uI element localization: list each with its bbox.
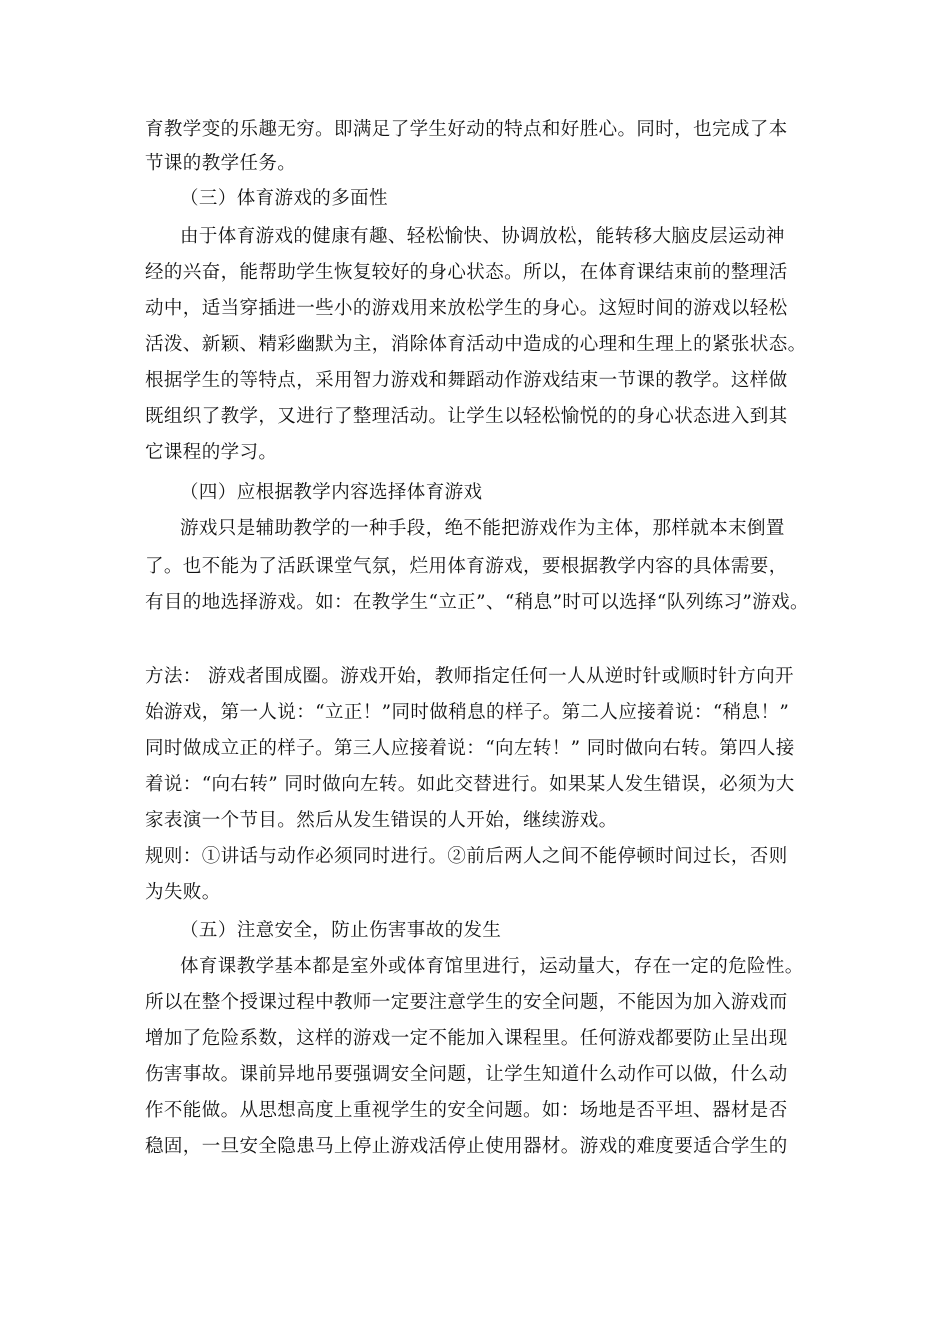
method-line: 方法： 游戏者围成圈。游戏开始，教师指定任何一人从逆时针或顺时针方向开 <box>145 666 794 687</box>
method-line: 始游戏，第一人说：“立正！”同时做稍息的样子。第二人应接着说：“稍息！” <box>145 702 790 723</box>
paragraph-line: 作不能做。从思想高度上重视学生的安全问题。如：场地是否平坦、器材是否 <box>145 1100 788 1121</box>
paragraph-line: 动中，适当穿插进一些小的游戏用来放松学生的身心。这短时间的游戏以轻松 <box>145 298 788 319</box>
paragraph-line: 游戏只是辅助教学的一种手段，绝不能把游戏作为主体，那样就本末倒置 <box>180 518 785 539</box>
paragraph-line: 育教学变的乐趣无穷。即满足了学生好动的特点和好胜心。同时，也完成了本 <box>145 119 788 140</box>
paragraph-line: 既组织了教学，又进行了整理活动。让学生以轻松愉悦的的身心状态进入到其 <box>145 406 788 427</box>
section-heading: （三）体育游戏的多面性 <box>180 188 388 209</box>
paragraph-line: 根据学生的等特点，采用智力游戏和舞蹈动作游戏结束一节课的教学。这样做 <box>145 370 788 391</box>
paragraph-line: 所以在整个授课过程中教师一定要注意学生的安全问题，不能因为加入游戏而 <box>145 992 788 1013</box>
paragraph-line: 节课的教学任务。 <box>145 153 297 174</box>
paragraph-line: 活泼、新颖、精彩幽默为主，消除体育活动中造成的心理和生理上的紧张状态。 <box>145 334 807 355</box>
paragraph-line: 稳固，一旦安全隐患马上停止游戏活停止使用器材。游戏的难度要适合学生的 <box>145 1136 788 1157</box>
paragraph-line: 由于体育游戏的健康有趣、轻松愉快、协调放松，能转移大脑皮层运动神 <box>180 226 785 247</box>
method-line: 着说：“向右转” 同时做向左转。如此交替进行。如果某人发生错误，必须为大 <box>145 774 795 795</box>
paragraph-line: 经的兴奋，能帮助学生恢复较好的身心状态。所以，在体育课结束前的整理活 <box>145 262 788 283</box>
paragraph-line: 了。也不能为了活跃课堂气氛，烂用体育游戏，要根据教学内容的具体需要， <box>145 556 788 577</box>
paragraph-line: 有目的地选择游戏。如：在教学生“立正”、“稍息”时可以选择“队列练习”游戏。 <box>145 592 809 613</box>
rules-line: 为失败。 <box>145 882 221 903</box>
paragraph-line: 增加了危险系数，这样的游戏一定不能加入课程里。任何游戏都要防止呈出现 <box>145 1028 788 1049</box>
paragraph-line: 它课程的学习。 <box>145 442 278 463</box>
section-heading: （五）注意安全，防止伤害事故的发生 <box>180 920 502 941</box>
method-line: 同时做成立正的样子。第三人应接着说：“向左转！” 同时做向右转。第四人接 <box>145 738 795 759</box>
paragraph-line: 伤害事故。课前异地吊要强调安全问题，让学生知道什么动作可以做，什么动 <box>145 1064 788 1085</box>
rules-line: 规则：①讲话与动作必须同时进行。②前后两人之间不能停顿时间过长，否则 <box>145 846 788 867</box>
section-heading: （四）应根据教学内容选择体育游戏 <box>180 482 483 503</box>
paragraph-line: 体育课教学基本都是室外或体育馆里进行，运动量大，存在一定的危险性。 <box>180 956 804 977</box>
method-line: 家表演一个节目。然后从发生错误的人开始，继续游戏。 <box>145 810 618 831</box>
